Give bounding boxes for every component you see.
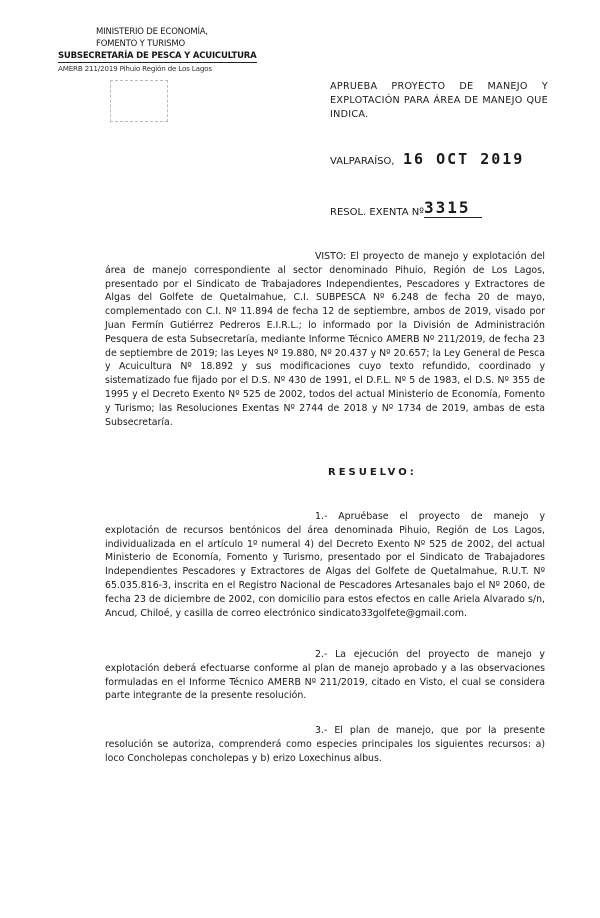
ministry-line-2: FOMENTO Y TURISMO xyxy=(96,39,185,49)
place-label: VALPARAÍSO, xyxy=(330,156,395,167)
faint-stamp xyxy=(110,80,168,122)
handwritten-date: 16 OCT 2019 xyxy=(403,150,525,168)
ministry-line-1: MINISTERIO DE ECONOMÍA, xyxy=(96,27,208,37)
article-1-paragraph: 1.- Apruébase el proyecto de manejo y explotación de recursos bentónicos del área denominada Pihuio, Región de Los Lagos, individualizada en el artículo 1º numeral 4) del Decreto Exento Nº 525 de 2002, del actual Ministerio de Economía, Fomento y Turismo, presentado por el Sindicato de Trabajadores Independientes Pescadores y Extractores de Algas del Golfete de Quetalmahue, R.U.T. Nº 65.035.816-3, inscrita en el Registro Nacional de Pescadores Artesanales bajo el Nº 2060, de fecha 23 de diciembre de 2002, con domicilio para estos efectos en calle Ariela Alvarado s/n, Ancud, Chiloé, y casilla de correo electrónico sindicato33golfete@gmail.com. xyxy=(105,511,545,619)
article-2-paragraph: 2.- La ejecución del proyecto de manejo y explotación deberá efectuarse conforme al plan de manejo aprobado y a las observaciones formuladas en el Informe Técnico AMERB Nº 211/2019, citado en Visto, el cual se considera parte integrante de la presente resolución. xyxy=(105,649,545,702)
amerb-ref-line: AMERB 211/2019 Pihuio Región de Los Lagos xyxy=(58,64,212,73)
resol-number: 3315 xyxy=(424,198,482,218)
resolution-title: APRUEBA PROYECTO DE MANEJO Y EXPLOTACIÓN PARA ÁREA DE MANEJO QUE INDICA. xyxy=(330,81,548,120)
ministry-header xyxy=(58,26,268,75)
article-3-paragraph: 3.- El plan de manejo, que por la presente resolución se autoriza, comprenderá como especies principales los siguientes recursos: a) loco Concholepas concholepas y b) erizo Loxechinus albus. xyxy=(105,725,545,764)
subsecretaria-line: SUBSECRETARÍA DE PESCA Y ACUICULTURA xyxy=(58,51,257,61)
resol-label: RESOL. EXENTA Nº xyxy=(330,207,424,218)
visto-paragraph: VISTO: El proyecto de manejo y explotación del área de manejo correspondiente al sector denominado Pihuio, Región de Los Lagos, presentado por el Sindicato de Trabajadores Independientes, Pescadores y Extractores de Algas del Golfete de Quetalmahue, C.I. SUBPESCA Nº 6.248 de fecha 20 de mayo, complementado con C.I. Nº 11.894 de fecha 12 de septiembre, ambos de 2019, visado por Juan Fermín Gutiérrez Pedreros E.I.R.L.; lo informado por la División de Administración Pesquera de esta Subsecretaría, mediante Informe Técnico AMERB Nº 211/2019, de fecha 23 de septiembre de 2019; las Leyes Nº 19.880, Nº 20.437 y Nº 20.657; la Ley General de Pesca y Acuicultura Nº 18.892 y sus modificaciones cuyo texto refundido, coordinado y sistematizado fue fijado por el D.S. Nº 430 de 1991, el D.F.L. Nº 5 de 1983, el D.S. Nº 355 de 1995 y el Decreto Exento Nº 525 de 2002, todos del actual Ministerio de Economía, Fomento y Turismo; las Resoluciones Exentas Nº 2744 de 2018 y Nº 1734 de 2019, ambas de esta Subsecretaría. xyxy=(105,251,545,428)
resuelvo-heading: RESUELVO: xyxy=(328,467,417,478)
